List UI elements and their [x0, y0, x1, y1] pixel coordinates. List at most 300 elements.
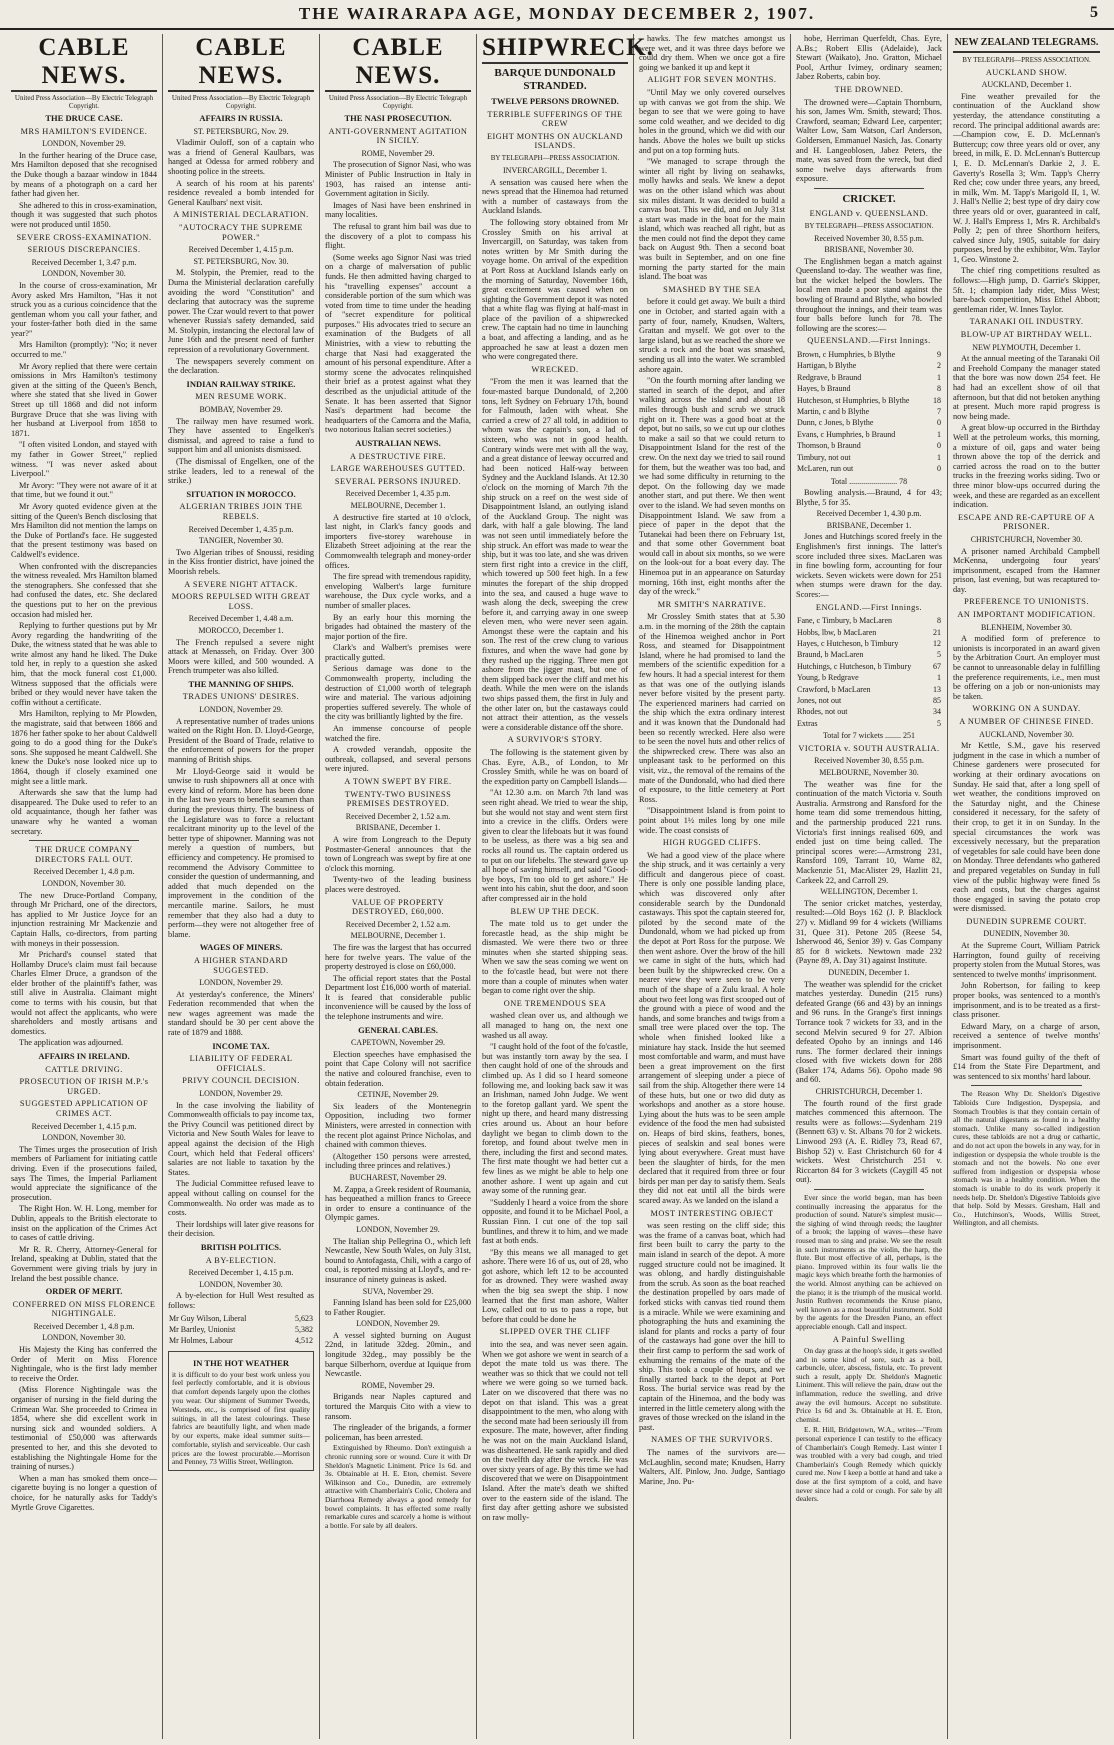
subheading: TWENTY-TWO BUSINESS PREMISES DESTROYED. — [344, 789, 452, 809]
subheading: A TOWN SWEPT BY FIRE. — [344, 777, 452, 786]
subheading: TRADES UNIONS' DESIRES. — [182, 692, 300, 702]
subheading: SERIOUS DISCREPANCIES. — [27, 245, 141, 255]
runs: 0 — [937, 441, 941, 451]
advertisement: On day grass at the hoop's side, it gets swelled and in some kind of sore, such as a boil, carbuncle, ulcer, abscess, fistula, etc. To prevent such a result, apply Dr. Sheldon's Magnetic Liniment. This will relieve the pain, draw out the inflammation, reduce the swelling, and drive away the evil humours. Accept no substitute. Price 1s 6d and 3s. Obtainable at H. E. Eton, chemist. — [796, 1346, 942, 1424]
score-row — [796, 695, 942, 706]
paragraph: The application was adjourned. — [19, 1038, 124, 1048]
dateline: INVERCARGILL, December 1. — [503, 165, 607, 175]
batsman: Jones, not out — [797, 696, 842, 706]
ad-body: it is difficult to do your best work unless you feel perfectly comfortable, and it is obvious that comfort depends largely upon the clothes you wear. Our shipment of Summer Tweeds, Worsteds, etc., is comprised of first quality suitings, in all the latest colourings. These fabrics are beautifully light, and when made by our experts, make ideal summer suits—comfortable, stylish and serviceable. Our cash prices are the lowest procurable.—Morrison and Penney, 73 Willis Street, Wellington. — [172, 1369, 310, 1467]
dateline: BUCHAREST, November 29. — [349, 1172, 447, 1182]
paragraph: The mate told us to get under the forecastle head, as the ship might be dismasted. We were there two or three minutes when she started shipping seas. When we saw the seas coming we went on to the fo'castle head, but were not there more than a couple of minutes when water began to come right over the ship. — [482, 919, 628, 996]
subheading: PROSECUTION OF IRISH M.P.'s URGED. — [19, 1077, 149, 1096]
subheading: A BY-ELECTION. — [205, 1255, 277, 1265]
runs: 1 — [937, 673, 941, 683]
ad-heading: A Painful Swelling — [832, 1334, 906, 1344]
column-heading: CABLE NEWS. — [11, 34, 157, 92]
candidate: Mr Guy Wilson, Liberal — [169, 1313, 247, 1323]
subheading: HIGH RUGGED CLIFFS. — [662, 838, 762, 848]
paragraph: A by-election for Hull West resulted as follows: — [168, 1291, 314, 1310]
paragraph: A search of his room at his parents' residence revealed a bomb intended for General Kaulbars' next visit. — [168, 178, 314, 207]
score-row — [796, 406, 942, 417]
paragraph: The new Druce-Portland Company, through Mr Prichard, one of the directors, has applied to Mr Justice Joyce for an injunction restraining Mr Mackenzie and Captain Halls, co-directors, from parting with moneys in their possession. — [11, 890, 157, 948]
subheading: ALGERIAN TRIBES JOIN THE REBELS. — [179, 502, 303, 521]
paragraph: The refusal to grant him bail was due to the discovery of a plot to compass his flight. — [325, 221, 471, 251]
runs: 2 — [937, 361, 941, 371]
dateline: TANGIER, November 30. — [198, 536, 284, 546]
subheading: VICTORIA v. SOUTH AUSTRALIA. — [798, 743, 940, 753]
score-row — [796, 417, 942, 428]
paragraph: At the Supreme Court, William Patrick Harrington, found guilty of receiving property stolen from the Mutual Stores, was sentenced to twelve months' imprisonment. — [953, 941, 1100, 979]
subheading: CONFERRED ON MISS FLORENCE NIGHTINGALE. — [12, 1299, 156, 1319]
section-heading: ORDER OF MERIT. — [45, 1286, 123, 1297]
divider — [29, 840, 139, 841]
column-heading: CABLE NEWS. — [325, 34, 471, 92]
subheading: MOST INTERESTING OBJECT — [650, 1208, 774, 1218]
paragraph: "On the fourth morning after landing we started in search of the depot, and after walking across the island and about 18 miles through bush and scrub we struck right on it. There was a good boat at the depot, but no sails, so we cut up our clothes to make a sail so that we could return to Disappointment Island for the rest of the crew. On the next day we tried to sail round for them, but the weather was too bad, and we had some difficulty in returning to the depot. On the following day we made another start, and put there. We then went over to the island. We had seven months on Disappointment Island. We saw from a piece of paper in the depot that the Tutanekai had been there on February 1st, and that some other Government boat would call in about six months, so we were on the look-out for a boat every day. The Hinemoa put in an appearance on Saturday morning, 16th inst, eight months after the day of the wreck." — [639, 376, 785, 597]
column-cable-news-3 — [320, 34, 477, 1739]
divider — [814, 188, 924, 189]
subheading: A MINISTERIAL DECLARATION. — [173, 210, 309, 220]
paragraph: Election speeches have emphasised the point that Cape Colony will not sacrifice the native and coloured franchise, even to obtain federation. — [325, 1049, 471, 1088]
paragraph: "Disappointment Island is from point to point about 1½ miles long by one mile wide. The coast consists of — [639, 806, 785, 835]
dateline: LONDON, November 29. — [199, 1089, 283, 1099]
received-line: Received December 1, 4.35 p.m. — [188, 524, 294, 534]
received-line: Received December 1, 4.48 a.m. — [188, 614, 294, 624]
paragraph: Mr Avory replied that there were certain omissions in Mrs Hamilton's testimony given at the sitting of the Queen's Bench, where she stated that she lived in Gower Street up till 1868 and did not inform Burgrave Druce that she was living with her husband at Liverpool from 1858 to 1871. — [11, 361, 157, 438]
batsman: Brown, c Humphries, b Blythe — [797, 350, 896, 360]
column-nz-telegrams — [948, 34, 1105, 1739]
column-cricket — [791, 34, 948, 1739]
batsman: Hayes, b Braund — [797, 384, 851, 394]
batsman: Martin, c and b Blythe — [797, 407, 870, 417]
batsman: Redgrave, b Braund — [797, 372, 862, 382]
paragraph: (The dismissal of Engelken, one of the strike leaders, led to a renewal of the strike.) — [168, 457, 314, 486]
column-cable-news-1 — [6, 34, 163, 1739]
paragraph: The Englishmen began a match against Queensland to-day. The weather was fine, but the wicket helped the bowlers. The local men made a poor stand against the bowling of Braund and Blythe, who bowled throughout the innings, and their team was four balls before lunch for 78. The following are the scores:— — [796, 256, 942, 333]
runs: 12 — [933, 639, 941, 649]
paragraph: A vessel sighted burning on August 22nd, in latitude 32deg. 20min., and longitude 32deg., may possibly be the barque Silberhorn, overdue at Iquique from Newcastle. — [325, 1330, 471, 1379]
dateline: CAPETOWN, November 29. — [350, 1038, 446, 1048]
subheading: SMASHED BY THE SEA — [663, 284, 761, 294]
batsman: Hartigan, b Blythe — [797, 361, 857, 371]
paragraph: Mr Lloyd-George said it would be unwise to rush shipowners all at once with every kind of reform. More has been done in the last two years to benefit seamen than during the previous thirty. The business of the Legislature was to force a reluctant recalcitrant minority up to the level of the better type of shipowner. Manning was not merely a question of numbers, but efficiency and competency. He promised to recommend the Advisory Committee to consider the question of undermanning, and added that much depended on the improvement in the condition of the mercantile marine. Sailors, he must remember that they also had a duty to perform—they were not altogether free of blame. — [168, 766, 314, 939]
score-row — [796, 706, 942, 717]
score-row — [796, 429, 942, 440]
subheading: CATTLE DRIVING. — [45, 1064, 123, 1074]
dateline: MOROCCO, December 1. — [198, 625, 284, 635]
election-results — [168, 1313, 314, 1347]
runs: 21 — [933, 627, 941, 637]
paragraph: Mr Avory: "They were not aware of it at that time, but we found it out." — [11, 480, 157, 500]
runs: 1 — [937, 429, 941, 439]
runs: 13 — [933, 684, 941, 694]
columns — [6, 34, 1108, 1739]
paragraph: The ringleader of the brigands, a former policeman, has been arrested. — [325, 1423, 471, 1442]
score-row — [796, 349, 942, 360]
dateline: DUNEDIN, December 1. — [828, 967, 910, 977]
scorecard-england — [796, 615, 942, 729]
subheading: ONE TREMENDOUS SEA — [503, 998, 607, 1008]
ad-heading: IN THE HOT WEATHER — [193, 1357, 289, 1368]
credit-line: BY TELEGRAPH—PRESS ASSOCIATION. — [962, 55, 1091, 64]
scorecard-queensland — [796, 349, 942, 474]
paragraph: In the course of cross-examination, Mr Avory asked Mrs Hamilton, "Has it not struck you as a curious coincidence that the gentleman whom you call your father, and your foster-father both died in the same year?" — [11, 280, 157, 338]
received-line: Received November 30, 8.55 p.m. — [814, 756, 924, 766]
paragraph: hawks. The few matches amongst us were wet, and it was three days before we could dry them. When we once got a fire going we banked it up and kept it — [639, 34, 785, 72]
dateline: LONDON, November 30. — [42, 1133, 126, 1143]
subheading: SEVERAL PERSONS INJURED. — [334, 476, 462, 486]
dateline: CETINJE, November 29. — [357, 1090, 439, 1100]
dateline: LONDON, November 29. — [199, 705, 283, 715]
paragraph: The following is the statement given by Chas. Eyre, A.B., of London, to Mr Crossley Smith, while he was on board of the expedition party on Campbell Islands— — [482, 748, 628, 786]
subheading: MR SMITH'S NARRATIVE. — [657, 599, 767, 609]
paragraph: The senior cricket matches, yesterday, resulted:—Old Boys 162 (J. P. Blacklock 27) v. Midland 99 for 4 wickets (Williams 31, Quee 31). Petone 205 (Reese 54, Isherwood 46, Senior 39) v. Gas Company 85 for 8 wickets. Newtown made 232 (Payne 89, A. Day 31) against Institute. — [796, 898, 942, 966]
column-shipwreck-continued — [634, 34, 791, 1739]
runs: 1 — [937, 372, 941, 382]
received-line: Received December 1, 4.15 p.m. — [188, 1268, 294, 1278]
score-row — [796, 672, 942, 683]
paragraph: The Times urges the prosecution of Irish members of Parliament for initiating cattle driving. Even if the prosecutions failed, says The Times, the Imperial Parliament would appreciate the significance of the prosecution. — [11, 1144, 157, 1202]
candidate: Mr Holmes, Labour — [169, 1336, 233, 1346]
paragraph: The weather was fine for the continuation of the match Victoria v. South Australia. Armstrong and Ransford for the home team did some tremendous hitting, and the partnership produced 221 runs. Victoria's first innings realised 609, and ended just on time being called. The principal scores were:—Armstrong 231, Ransford 109, Tarrant 10, Warne 82, Mackenzie 51, MacAlister 29, Hazlitt 21, Carkeek 22, and Carroll 29. — [796, 779, 942, 885]
batsman: Hutcheson, st Humphries, b Blythe — [797, 395, 910, 405]
paragraph: Two Algerian tribes of Snoussi, residing in the Kiss frontier district, have joined the Moorish rebels. — [168, 547, 314, 576]
paragraph: M. Zappa, a Greek resident of Roumania, has bequeathed a million francs to Greece in order to ensure a continuance of the Olympic games. — [325, 1184, 472, 1223]
paragraph: Brigands near Naples captured and tortured the Marquis Cito with a view to ransom. — [325, 1392, 471, 1421]
paragraph: A representative number of trades unions waited on the Right Hon. D. Lloyd-George, President of the Board of Trade, relative to the enforcement of powers for the proper manning of British ships. — [168, 716, 314, 765]
page-number: 5 — [1090, 4, 1100, 21]
paragraph: We had a good view of the place where the ship struck, and it was certainly a very difficult and dangerous piece of coast. There is only one possible landing place, which was discovered only after considerable search by the Dundonald castaways. This spot the captain steered for, piloted by the second mate of the Dundonald, whom we had picked up from the depot at Port Ross for the purpose. We then went ashore. Over the brow of the hill we came in sight of the huts, which had been built by the shipwrecked crew. On a nearer view they were seen to be very much of the shape of a Zulu kraal. A hole about two feet long was first scooped out of the ground with a piece of wood and the hands, and some branches and twigs from a small tree were placed over the top. The whole when finished looked like a miniature hay stack. Inside the hut seemed most comfortable and warm, and must have been a great improvement on the first arrangement of sleeping under a piece of sail from the ship. Altogether there were 14 of these huts, but one or two did duty as workshops and another as a store house. Lying about the huts was to be seen ample evidence of the food the men had subsisted on. Heaps of bird skins, feathers, bones, pieces of sealskin and seal bones were lying about everywhere. Great must have been the slaughter of birds, for the men declared that it required from three or four birds per man per day to satisfy them. Seals they did not eat until all the birds were scared away. As we landed on the island a — [639, 850, 785, 1206]
dateline: LONDON, November 30. — [199, 1279, 283, 1289]
credit-line: BY TELEGRAPH—PRESS ASSOCIATION. — [804, 221, 934, 230]
paragraph: A sensation was caused here when the news spread that the Hinemoa had returned with a number of castaways from the Auckland Islands. — [482, 177, 628, 216]
paragraph: When a man has smoked them once—cigarette buying is no longer a question of choice, for he naturally asks for Taddy's Myrtle Grove Cigarettes. — [11, 1473, 157, 1512]
subheading: ANTI-GOVERNMENT AGITATION IN SICILY. — [328, 126, 468, 146]
subheading: ESCAPE AND RE-CAPTURE OF A PRISONER. — [957, 512, 1095, 532]
paragraph: By an early hour this morning the brigades had obtained the mastery of the major portion of the fire. — [325, 612, 471, 641]
paragraph: (Some weeks ago Signor Nasi was tried on a charge of malversation of public funds. He then admitted having charged to his "travelling expenses" account a considerable portion of the sum which was voted from time to time under the heading of "secret expenditure for political purposes." His advocates tried to secure an examination of the Budgets of all Ministries, with a view to rebutting the charge that Nasi had exaggerated the amount of his personal expenditure. After a stormy scene the advocates relinquished their brief as a protest against what they described as the unjudicial attitude of the Senate. It has been asserted that Signor Nasi's department had become the headquarters of the Camorra and the Mafia, two notorious Italian secret societies.) — [325, 252, 471, 435]
dateline: LONDON, November 29. — [356, 1319, 440, 1329]
dateline: DUNEDIN, November 30. — [983, 929, 1070, 939]
received-line: Received December 1, 4.8 p.m. — [33, 867, 135, 877]
subheading: EIGHT MONTHS ON AUCKLAND ISLANDS. — [486, 131, 624, 151]
paragraph: The French repulsed a severe night attack at Menasseh, on Friday. Over 300 Moors were killed, and 500 wounded. A French trumpeter was also killed. — [168, 637, 314, 676]
dateline: LONDON, November 29. — [42, 139, 126, 149]
paragraph: before it could get away. We built a third one in October, and started again with a party of four, namely, Knudsen, Walters, Grattan and myself. We got over to the large island, but as we reached the shore we struck a rock and the boat was smashed, sending us all into the water. We scrambled ashore again. — [639, 297, 785, 374]
subheading: THE DROWNED. — [834, 84, 904, 94]
batsman: Hayes, c Hutcheson, b Timbury — [797, 639, 899, 649]
paragraph: The drowned were—Captain Thornburn, his son, James Wm. Smith, steward; Thos. Crawford, seaman; Edward Lee, carpenter; Walter Low, Sam Watson, Carl Anderson, Goldersen, Emmanuel Nasich, Jas. Conarty and H. Langeoblosen, Jabez Peters, the mate, was saved from the wreck, but died some twelve days afterwards from exposure. — [796, 97, 942, 184]
paragraph: "I often visited London, and stayed with my father in Gower Street," replied witness. "I was never asked about Liverpool." — [11, 440, 157, 479]
paragraph: into the sea, and was never seen again. When we got ashore we went in search of a depot the mate told us was there. The weather was so thick that we could not tell where we were going so we turned back. Later on we discovered that there was no depot on that island. This was a great disappointment to the men, who along with the second mate had been seriously ill from exposure. The mate, however, after finding he was not on the main Auckland Island, was disheartened. He sank rapidly and died on the twelfth day after the wreck. He was over sixty years of age. By this time we had discovered that we were on Disappointment Island. After the mate's death we shifted over to the eastern side of the island. The first day after getting ashore we subsisted on raw molly- — [482, 1340, 628, 1522]
score-row — [796, 627, 942, 638]
subheading: WORKING ON A SUNDAY. — [972, 704, 1081, 714]
paragraph: In the further hearing of the Druce case, Mrs Hamilton deposed that she recognised the Duke though a bazaar window in 1844 by means of a photograph on a card her father had given her. — [11, 150, 157, 199]
paragraph: A modified form of preference to unionists is incorporated in an award given by the Arbitration Court. An employer must be cannot to unreasonable delay in fulfilling the preference requirements, i.e., men must be offering on a job or non-unionists may be taken. — [953, 634, 1100, 701]
paragraph: was seen resting on the cliff side; this was the frame of a canvas boat, which had first been built to carry the party to the main island in search of the depot. A more rugged structure could not be imagined. It was oblong, and hardly distinguishable from the scrub. As soon as the boat reached the destination propelled by oars made of forked sticks with canvas tied round them is a miracle. While we were examining and photographing the huts and examining the island for plants and rocks a party of four of the castaways had gone over the hill to their first camp to perform the sad work of exhuming the remains of the mate of the ship. This took a couple of hours, and we finally started back to the depot at Port Ross. The burial service was read by the captain of the Hinemoa, and the body was interred in the little cemetery along with the graves of those wrecked on the island in the past. — [639, 1221, 785, 1432]
subheading: A NUMBER OF CHINESE FINED. — [959, 717, 1094, 726]
batsman: Fane, c Timbury, b MacLaren — [797, 616, 893, 626]
subheading: MOORS REPULSED WITH GREAT LOSS. — [171, 592, 311, 611]
column-heading: NEW ZEALAND TELEGRAMS. — [953, 38, 1100, 53]
batsman: Dunn, c Jones, b Blythe — [797, 418, 874, 428]
paragraph: Vladimir Ouloff, son of a captain who was a friend of General Kaulbars, was hanged at Odessa for armed robbery and shooting police in the streets. — [168, 138, 314, 176]
runs: 34 — [933, 707, 941, 717]
section-heading: THE MANNING OF SHIPS. — [188, 678, 294, 689]
runs: 8 — [937, 384, 941, 394]
runs: 85 — [933, 696, 941, 706]
dateline: BLENHEIM, November 30. — [980, 622, 1073, 632]
paragraph: The Judicial Committee refused leave to appeal without calling on counsel for the Commonwealth. No order was made as to costs. — [168, 1179, 314, 1218]
runs: 18 — [933, 395, 941, 405]
result-row — [168, 1335, 314, 1346]
paragraph: The fourth round of the first grade matches commenced this afternoon. The results were as follows:—Sydenham 219 (Bennett 63) v. St. Albans 70 for 2 wickets. Linwood 293 (A. E. Ridley 73, Read 67, Bishop 52) v. East Christchurch 60 for 4 wickets. West Christchurch 251 v. Riccarton 84 for 3 wickets (Caygill 45 not out). — [796, 1098, 942, 1185]
column-heading: CABLE NEWS. — [168, 34, 314, 92]
dateline: ST. PETERSBURG, Nov. 29. — [193, 126, 289, 136]
paragraph: Mr Kettle, S.M., gave his reserved judgment in the case in which a number of Chinese gardeners were prosecuted for working at their ordinary avocations on Sunday. He said that, after a long spell of wet weather, the conditions improved on the Saturday night, and the Chinese considered it necessary, for the safety of their crop, to get it in on Sunday. In the special circumstances the work was excessively necessary, but the preparation of vegetables for sale could have been done on Monday. Three defendants who gathered and prepared vegetables on Sunday in full view of the public highway were fined 5s each and costs, but the charges against those engaged in saving the potato crop were dismissed. — [953, 741, 1100, 914]
paragraph: Clark's and Walbert's premises were practically gutted. — [325, 643, 471, 662]
subheading: DUNEDIN SUPREME COURT. — [966, 916, 1087, 926]
column-heading: SHIPWRECK. — [482, 34, 628, 64]
paragraph: A prisoner named Archibald Campbell McKenna, undergoing four years' imprisonment, escaped from the Hamner prison, last evening, but was recaptured to-day. — [953, 546, 1100, 594]
dateline: LONDON, November 29. — [199, 978, 283, 988]
paragraph: Mrs Hamilton, replying to Mr Plowden, the magistrate, said that between 1866 and 1876 her father spoke to her about Caldwell going to do a good thing for the Duke's sons. She supposed he meant Caldwell. She knew the Duke's nose looked nice up to 1864, though if closely examined one might see a little mark. — [11, 709, 157, 786]
section-heading: INDIAN RAILWAY STRIKE. — [186, 378, 296, 389]
subheading: "AUTOCRACY THE SUPREME POWER." — [179, 222, 303, 242]
votes: 4,512 — [295, 1336, 313, 1346]
paragraph: The names of the survivors are—McLaughlin, second mate; Knudsen, Harry Walters, Alf. Pinlow, Jno. Judge, Santiago Marine, Jno. Pu- — [639, 1447, 785, 1486]
paragraph: (Miss Florence Nightingale was the organiser of nursing in the field during the Crimean War. She proceeded to Crimea in 1854, where she did excellent work in nursing sick and wounded soldiers. A testimonial of £50,000 was afterwards presented to her, and this she devoted to establishing the Nightingale Home for the training of nurses.) — [11, 1385, 157, 1472]
subheading: A SEVERE NIGHT ATTACK. — [184, 579, 298, 589]
runs: 5 — [937, 718, 941, 728]
subheading: NAMES OF THE SURVIVORS. — [651, 1435, 773, 1445]
runs: 5 — [937, 650, 941, 660]
paragraph: In the case involving the liability of Commonwealth officials to pay income tax, the Privy Council was petitioned direct by Victoria and New South Wales for leave to appeal against the decision of the High Court, which held that Federal officers' salaries are not liable to taxation by the States. — [168, 1100, 314, 1177]
score-row — [796, 360, 942, 371]
score-row — [796, 440, 942, 451]
runs: 0 — [937, 418, 941, 428]
batsman: Extras — [797, 718, 818, 728]
masthead — [0, 0, 1114, 30]
section-heading: AUSTRALIAN NEWS. — [355, 438, 441, 448]
paragraph: The weather was splendid for the cricket matches yesterday. Dunedin (215 runs) defeated Grange (66 and 43) by an innings and 96 runs. In the Grange's first innings Torrance took 7 wickets for 33, and in the second Melvin secured 9 for 27. Albion defeated Opoho by an innings and 146 runs. The former declared their innings closed with five wickets down for 288 (Baker 174, Adams 56). Opoho made 98 and 60. — [796, 979, 942, 1085]
runs: 9 — [937, 350, 941, 360]
dateline: MELBOURNE, November 30. — [819, 768, 919, 778]
credit-line: BY TELEGRAPH—PRESS ASSOCIATION. — [490, 153, 620, 162]
section-heading: INCOME TAX. — [212, 1040, 270, 1051]
paragraph: A destructive fire started at 10 o'clock, last night, in Clark's fancy goods and importers five-storey warehouse in Elizabeth Street adjoining at the rear the Commonwealth telegraph and money-order offices. — [325, 512, 471, 570]
runs: 0 — [937, 464, 941, 474]
subheading: AUCKLAND SHOW. — [985, 67, 1068, 77]
subheading: PRIVY COUNCIL DECISION. — [182, 1076, 300, 1086]
paragraph: Twenty-two of the leading business places were destroyed. — [325, 875, 471, 894]
subheading: PREFERENCE TO UNIONISTS. — [964, 597, 1089, 607]
subheading: MEN RESUME WORK. — [195, 392, 287, 402]
dateline: WELLINGTON, December 1. — [820, 887, 918, 897]
score-row — [796, 395, 942, 406]
subheading: VALUE OF PROPERTY DESTROYED, £60,000. — [351, 897, 445, 917]
candidate: Mr Bartley, Unionist — [169, 1324, 236, 1334]
score-row — [796, 372, 942, 383]
received-line: Received December 1, 3.47 p.m. — [31, 257, 137, 267]
batsman: Evans, c Humphries, b Braund — [797, 429, 896, 439]
score-row — [796, 718, 942, 729]
batsman: Crawford, b MacLaren — [797, 684, 871, 694]
paragraph: The fire spread with tremendous rapidity, enveloping Walbert's large furniture warehouse, the Dux cycle works, and a number of smaller places. — [325, 572, 471, 610]
subheading: WRECKED. — [531, 364, 579, 374]
column-shipwreck — [477, 34, 654, 1739]
paragraph: "Until May we only covered ourselves up with canvas we got from the ship. We began to see that we were going to have some cold weather, and we decided to dig holes in the ground, which we did with our hands. Above the holes we built up sticks and put on a top forming huts. — [639, 87, 785, 155]
dateline: CHRISTCHURCH, December 1. — [815, 1087, 923, 1097]
paragraph: Jones and Hutchings scored freely in the Englishmen's first innings. The latter's score included three sixes. MacLaren was in fine bowling form, accounting for four wickets. Seven wickets were down for 251 when stumps were drawn for the day. Scores:— — [796, 532, 942, 600]
section-heading: CRICKET. — [842, 192, 896, 205]
batsman: Hobbs, lbw, b MacLaren — [797, 627, 877, 637]
dateline: BRISBANE, December 1. — [355, 823, 441, 833]
subheading: LIABILITY OF FEDERAL OFFICIALS. — [189, 1054, 293, 1073]
received-line: Received December 1, 4.8 p.m. — [33, 1321, 135, 1331]
paragraph: Images of Nasi have been enshrined in many localities. — [325, 200, 471, 220]
section-heading: THE DRUCE CASE. — [45, 113, 123, 123]
subheading: A HIGHER STANDARD SUGGESTED. — [193, 955, 289, 975]
section-heading: AFFAIRS IN RUSSIA. — [199, 113, 283, 123]
paragraph: "By this means we all managed to get ashore. There were 16 of us, out of 28, who got ashore, which left 12 to be accounted for as drowned. They were washed away when the big sea swept the ship. I now learned that the first man ashore, Walter Low, called out to us to pass a rope, but before that could be done he — [482, 1247, 628, 1324]
paragraph: A crowded verandah, opposite the outbreak, collapsed, and several persons were injured. — [325, 745, 471, 774]
batsman: Thomson, b Braund — [797, 441, 861, 451]
paragraph: Edward Mary, on a charge of arson, received a sentence of twelve months' imprisonment. — [953, 1021, 1100, 1050]
votes: 5,623 — [295, 1313, 313, 1323]
subheading: THE DRUCE COMPANY DIRECTORS FALL OUT. — [35, 845, 133, 864]
subheading: LARGE WAREHOUSES GUTTED. — [330, 464, 466, 474]
paragraph: "At 12.30 a.m. on March 7th land was seen right ahead. We tried to wear the ship, but she would not stay and went stern first into a crevice in the cliffs. Orders were given to clear the lifeboats but it was found to be useless, as there was a big sea and rocks all round us. The captain ordered us to put on our lifebelts. The steward gave up all hope of saving himself, and said "Good-bye boys, I'm too old to get ashore." He went into his cabin, shut the door, and soon after compressed air in the hold — [482, 788, 628, 903]
subheading: A SURVIVOR'S STORY. — [507, 735, 603, 745]
paragraph: Bowling analysis.—Braund, 4 for 43; Blythe, 5 for 35. — [796, 488, 942, 507]
paragraph: "We managed to scrape through the winter all right by living on seahawks, molly hawks and seals. We knew a depot was on the other island which was about six miles distant. It was decided to build a canvas boat. This we did, and on July 31st a start was made in the boat for the main island, which was reached all right, but as the men could not find the depot they came back on August 9th. Then a second boat was built in September, and on one fine morning the party started for the main island. The boat was — [639, 157, 785, 282]
paragraph: An immense concourse of people watched the fire. — [325, 724, 471, 743]
section-heading: WAGES OF MINERS. — [199, 942, 283, 953]
section-heading: THE NASI PROSECUTION. — [344, 113, 452, 123]
dateline: ROME, November 29. — [361, 1380, 435, 1390]
paragraph: Fine weather prevailed for the continuation of the Auckland show yesterday, the attendance constituting a record. The principal additional awards are:—Champion cow, E. D. McLennan's Buttercup; cow three years old or over, any breed, in milk, E. D. McLennan's Buttercup I, E. D. McLennan's Darkie 2, J. E. Gaverty's Rosella 3; Wm. Tapp's Cherry Red che; cow under three years, any breed, in milk, Wm. M. Tapp's Marigold II, 1, W. J. Hall's Nellie 2; best type of dry dairy cow three years old or over, guaranteed in calf, W. J. Hall's Empress 1, Mrs R. Archibald's Polly 2; pen of three Shorthorn heifers, calved since July, 1905, suitable for dairy purposes, bred by the exhibitor, Wm. Taylor 1, Geo. Winstone 2. — [953, 91, 1100, 264]
score-row — [796, 452, 942, 463]
paragraph: Mr Crossley Smith states that at 5.30 a.m. in the morning of the 28th the captain of the Hinemoa weighed anchor in Port Ross, and steamed for Disappointment Island, where he had promised to land the members of the scientific expedition for a few hours. It had a special interest for them as that was one of the outlying islands never before visited by the present party. The experienced mariners had carried on the ship which the extra ordinary interest and it was known that the Dundonald had been so recently wrecked. Here also were to be seen the novel huts and other relics of the shipwrecked crew. There was also an unpleasant task to be performed on this visit, viz., the removal of the remains of the mate of the Dundonald, who had died there of exposure, to the little cemetery at Port Ross. — [639, 612, 785, 804]
dateline: LONDON, November 30. — [42, 269, 126, 279]
paragraph: The official report states that the Postal Department lost £16,000 worth of material. It is feared that considerable public inconvenience will be caused by the loss of the telephone instruments and wire. — [325, 973, 471, 1022]
paragraph: washed clean over us, and although we all managed to hang on, the next one washed us all away. — [482, 1011, 628, 1040]
innings-total: Total ........................ 78 — [830, 476, 908, 486]
paragraph: M. Stolypin, the Premier, read to the Duma the Ministerial declaration carefully avoiding the word "Constitution" and declaring that autocracy was the supreme power. The Czar would revert to that power whenever Russia's safety demanded, said M. Stolypin, instancing the electoral law of June 16th and the present need of further repression of a revolutionary Government. — [168, 268, 314, 355]
received-line: Received November 30, 8.55 p.m. — [814, 233, 924, 243]
dateline: NEW PLYMOUTH, December 1. — [972, 342, 1081, 352]
result-row — [168, 1313, 314, 1324]
batsman: McLaren, run out — [797, 464, 854, 474]
advertisement: Ever since the world began, man has been continually increasing the apparatus for the production of sound. Nature's simplest music—the sighing of wind through reeds; the laughter of a brook; the lapping of waves—these have roused man to sing and praise. We see the result in such instruments as the violin, the harp, the flute. But most effective of all, perhaps, is the piano. Improved within its four walls lie the magic keys which breathe forth the harmonies of the world. Almost anything can be achieved on the piano; it is the triumph of the musical world. Justin Ruthven recommends the Kruse piano, well known as a most beautiful instrument. Sold by the agents for the Dresden Piano, an effect appreciable enough. Call and inspect. — [796, 1193, 942, 1331]
innings-total: Total for 7 wickets ........ 251 — [822, 731, 916, 741]
paragraph: Mr R. R. Cherry, Attorney-General for Ireland, speaking at Dublin, stated that the Government were giving trials by jury in Ireland the best possible chance. — [11, 1244, 157, 1283]
paragraph: At the annual meeting of the Taranaki Oil and Freehold Company the manager stated that the bore was now down 254 feet. He had had an excellent show of oil that afternoon, but that did not betoken anything at present. Much more rapid progress is now being made. — [953, 354, 1100, 421]
subheading: SEVERE CROSS-EXAMINATION. — [16, 232, 152, 242]
paragraph: The Right Hon. W. H. Long, member for Dublin, appeals to the British electorate to insist on the application of the Crimes Act to cases of cattle driving. — [11, 1204, 157, 1243]
advertisement: Extinguished by Rheumo. Don't extinguish a chronic running sore or wound. Cure it with Dr Sheldon's Magnetic Liniment. Price 1s 6d. and 3s. Obtainable at H. E. Eton, chemist. Severe Wilkinson and Co., Dunedin, are extremely attractive with Chamberlain's Colic, Cholera and Diarrhoea Remedy always a good remedy for bowel complaints. It has effected some really remarkable cures and scarcely a home is without a bottle. For sale by all dealers. — [325, 1443, 471, 1530]
paragraph: Their lordships will later give reasons for their decision. — [168, 1219, 314, 1239]
paragraph: "I caught hold of the foot of the fo'castle, but was instantly torn away by the sea. I then caught hold of one of the shrouds and climbed up. As I did so I heard someone following me, and looking back saw it was an Irishman, named John Judge. We went to the foretop gallant yard. We spent the night up there, and heard many distressing cries around us. About an hour before daylight we began to climb down to the foretop, and found about twelve men in there, including the first and second mates. The first mate thought we had better cut a few lines as we might be able to help one another ashore. I went up again and cut away some of the running gear. — [482, 1042, 628, 1196]
subheading: A DESTRUCTIVE FIRE. — [350, 451, 446, 461]
dateline: BOMBAY, November 29. — [199, 405, 283, 415]
dateline: MELBOURNE, December 1. — [350, 500, 446, 510]
score-row — [796, 383, 942, 394]
dateline: LONDON, November 29. — [356, 1224, 440, 1234]
dateline: BRISBANE, December 1. — [826, 520, 912, 530]
subheading: BLEW UP THE DECK. — [510, 906, 600, 916]
paragraph: The fire was the largest that has occurred here for twelve years. The value of the property destroyed is close on £60,000. — [325, 942, 471, 972]
subheading: ENGLAND v. QUEENSLAND. — [809, 208, 929, 218]
advertisement: E. R. Hill, Bridgetown, W.A., writes—"From personal experience I can testify to the efficacy of Chamberlain's Cough Remedy. Last winter I was troubled with a very bad cough, and tried Chamberlain's Cough Remedy which quickly cured me. Now I keep a bottle at hand and take a dose at the first symptom of a cold, and have never since had a cold or cough. For sale by all dealers. — [796, 1425, 942, 1504]
votes: 5,382 — [295, 1324, 313, 1334]
dateline: AUCKLAND, November 30. — [979, 729, 1074, 739]
credit-line: United Press Association—By Electric Telegraph Copyright. — [171, 94, 311, 110]
credit-line: United Press Association—By Electric Telegraph Copyright. — [14, 94, 154, 110]
paragraph: At yesterday's conference, the Miners' Federation recommended that when the new wages agreement was made the standard should be 30 per cent above the rate of 1879 and 1888. — [168, 989, 314, 1038]
paragraph: His Majesty the King has conferred the Order of Merit on Miss Florence Nightingale, who is the first lady member to receive the Order. — [11, 1345, 157, 1383]
batsman: Rhodes, not out — [797, 707, 848, 717]
divider — [971, 1085, 1082, 1086]
subheading: SLIPPED OVER THE CLIFF — [499, 1327, 611, 1337]
paragraph: Fanning Island has been sold for £25,000 to Father Rougier. — [325, 1298, 471, 1317]
paragraph: John Robertson, for failing to keep proper books, was sentenced to a month's imprisonment, and is to be treated as a first-class prisoner. — [953, 981, 1100, 1020]
advertisement: The Reason Why Dr. Sheldon's Digestive Tabloids Cure Indigestion, Dyspepsia, and Stomach Troubles is that they contain certain of all the natural digestants as found in a healthy stomach. Unlike many so-called indigestion cures, these tabloids are not a drug or cathartic, and do not act upon the bowels in any way, for in indigestion or dyspepsia the whole trouble is the stomach and not the bowels. No one ever suffered from indigestion or dyspepsia whose stomach was in a healthy condition. When the stomach is unable to do its work properly it needs help. Dr. Sheldon's Digestive Tabloids give that help. Sold by Messrs. Gresham, Hall and Co., Hutchinson's, Woods, Willis Street, Wellington, and all chemists. — [953, 1089, 1100, 1228]
section-heading: GENERAL CABLES. — [358, 1024, 438, 1035]
subheading: TERRIBLE SUFFERINGS OF THE CREW — [487, 109, 623, 129]
paragraph: Six leaders of the Montenegrin Opposition, including two former Ministers, were arrested in connection with the recent plot against Prince Nicholas, and chained with common thieves. — [325, 1101, 471, 1150]
divider — [814, 1189, 924, 1190]
section-heading: BRITISH POLITICS. — [200, 1241, 282, 1252]
subheading: AN IMPORTANT MODIFICATION. — [957, 610, 1096, 620]
paragraph: The newspapers severely comment on the declaration. — [168, 356, 314, 376]
paragraph: Smart was found guilty of the theft of £14 from the State Fire Department, and was sentenced to six months' hard labour. — [953, 1052, 1100, 1081]
paragraph: The following story obtained from Mr Crossley Smith on his arrival at Invercargill, on Saturday, was taken from notes written by Mr Smith during the voyage home. On arrival of the expedition at Port Ross at Auckland Islands early on the morning of Saturday, November 16th, great excitement was caused when on sighting the Government depot it was noted that a white flag was flying at half-mast in place of the pavilion of a shipwrecked crew. The captain had no time in launching a boat, and affecting a landing, and as he approached he saw at least a dozen men who were congregated there. — [482, 217, 628, 362]
runs: 1 — [937, 452, 941, 462]
section-heading: AFFAIRS IN IRELAND. — [38, 1051, 130, 1062]
dateline: BRISBANE, November 30. — [824, 245, 914, 255]
paragraph: She adhered to this in cross-examination, though it was suggested that such photos were not produced until 1850. — [11, 200, 157, 229]
paragraph: A wire from Longreach to the Deputy Postmaster-General announces that the town of Longreach was swept by fire at one o'clock this morning. — [325, 834, 471, 873]
paragraph: The chief ring competitions resulted as follows:—High jump, D. Garrie's Skipper, 5ft. 1; champion lady rider, Miss West; bare-back competition, Miss Ethel Abbott; gentleman rider, W. Innes Taylor. — [953, 266, 1100, 314]
paragraph: (Altogether 150 persons were arrested, including three princes and relatives.) — [325, 1151, 471, 1171]
paragraph: Replying to further questions put by Mr Avory regarding the handwriting of the Duke, the witness stated that he was able to write almost any hand he liked. The Duke told her, in reply to a question she asked him, that the mock funeral cost £1,000. Witness supposed that the officials were bribed or they would never have taken the coffin without a certificate. — [11, 621, 157, 707]
subheading: TARANAKI OIL INDUSTRY. — [969, 317, 1084, 327]
batsman: Braund, b MacLaren — [797, 650, 864, 660]
dateline: SUVA, November 29. — [362, 1286, 434, 1296]
paragraph: hobe, Herriman Querfeldt, Chas. Eyre, A.Bs.; Robert Ellis (Adelaide), Jack Stewart (Waikato), Jno. Gratton, Michael Pool, Arthur Ivimey, ordinary seamen; Jabez Roberts, cabin boy. — [796, 34, 942, 82]
batsman: Timbury, not out — [797, 452, 851, 462]
runs: 67 — [933, 661, 941, 671]
column-cable-news-2 — [163, 34, 320, 1739]
paragraph: The prosecution of Signor Nasi, who was Minister of Public Instruction in Italy in 1903, has raised an intense anti-Government agitation in Sicily. — [325, 160, 471, 199]
subheading: ENGLAND.—First Innings. — [815, 602, 923, 612]
dateline: ROME, November 29. — [361, 148, 435, 158]
paragraph: Afterwards she saw that the lump had disappeared. The Duke used to refer to an old acquaintance, though her father was unaware why he wanted a woman secretary. — [11, 788, 157, 836]
subheading: MRS HAMILTON'S EVIDENCE. — [20, 126, 148, 136]
paragraph: Mr Avory quoted evidence given at the sitting of the Queen's Bench disclosing that Mrs Hamilton did not mention the lamps on the Duke of Portland's face. He suggested that the present testimony was based on Caldwell's evidence. — [11, 501, 157, 559]
received-line: Received December 1, 4.15 p.m. — [31, 1121, 137, 1131]
score-row — [796, 638, 942, 649]
batsman: Hutchings, c Hutcheson, b Timbury — [797, 661, 912, 671]
score-row — [796, 649, 942, 660]
paragraph: The Italian ship Pellegrina O., which left Newcastle, New South Wales, on July 31st, bound to Antofagasta, Chili, with a cargo of coal, is reported missing at Lloyd's, and re-insurance of ninety guineas is asked. — [325, 1236, 471, 1284]
received-line: Received December 2, 1.52 a.m. — [345, 919, 451, 929]
paragraph: When confronted with the discrepancies the witness revealed. Mrs Hamilton blamed the stenographers. She confessed that she had confused the dates, etc. She declared the questions put to her on the previous occasion had misled her. — [11, 561, 157, 619]
advertisement — [168, 1351, 314, 1472]
